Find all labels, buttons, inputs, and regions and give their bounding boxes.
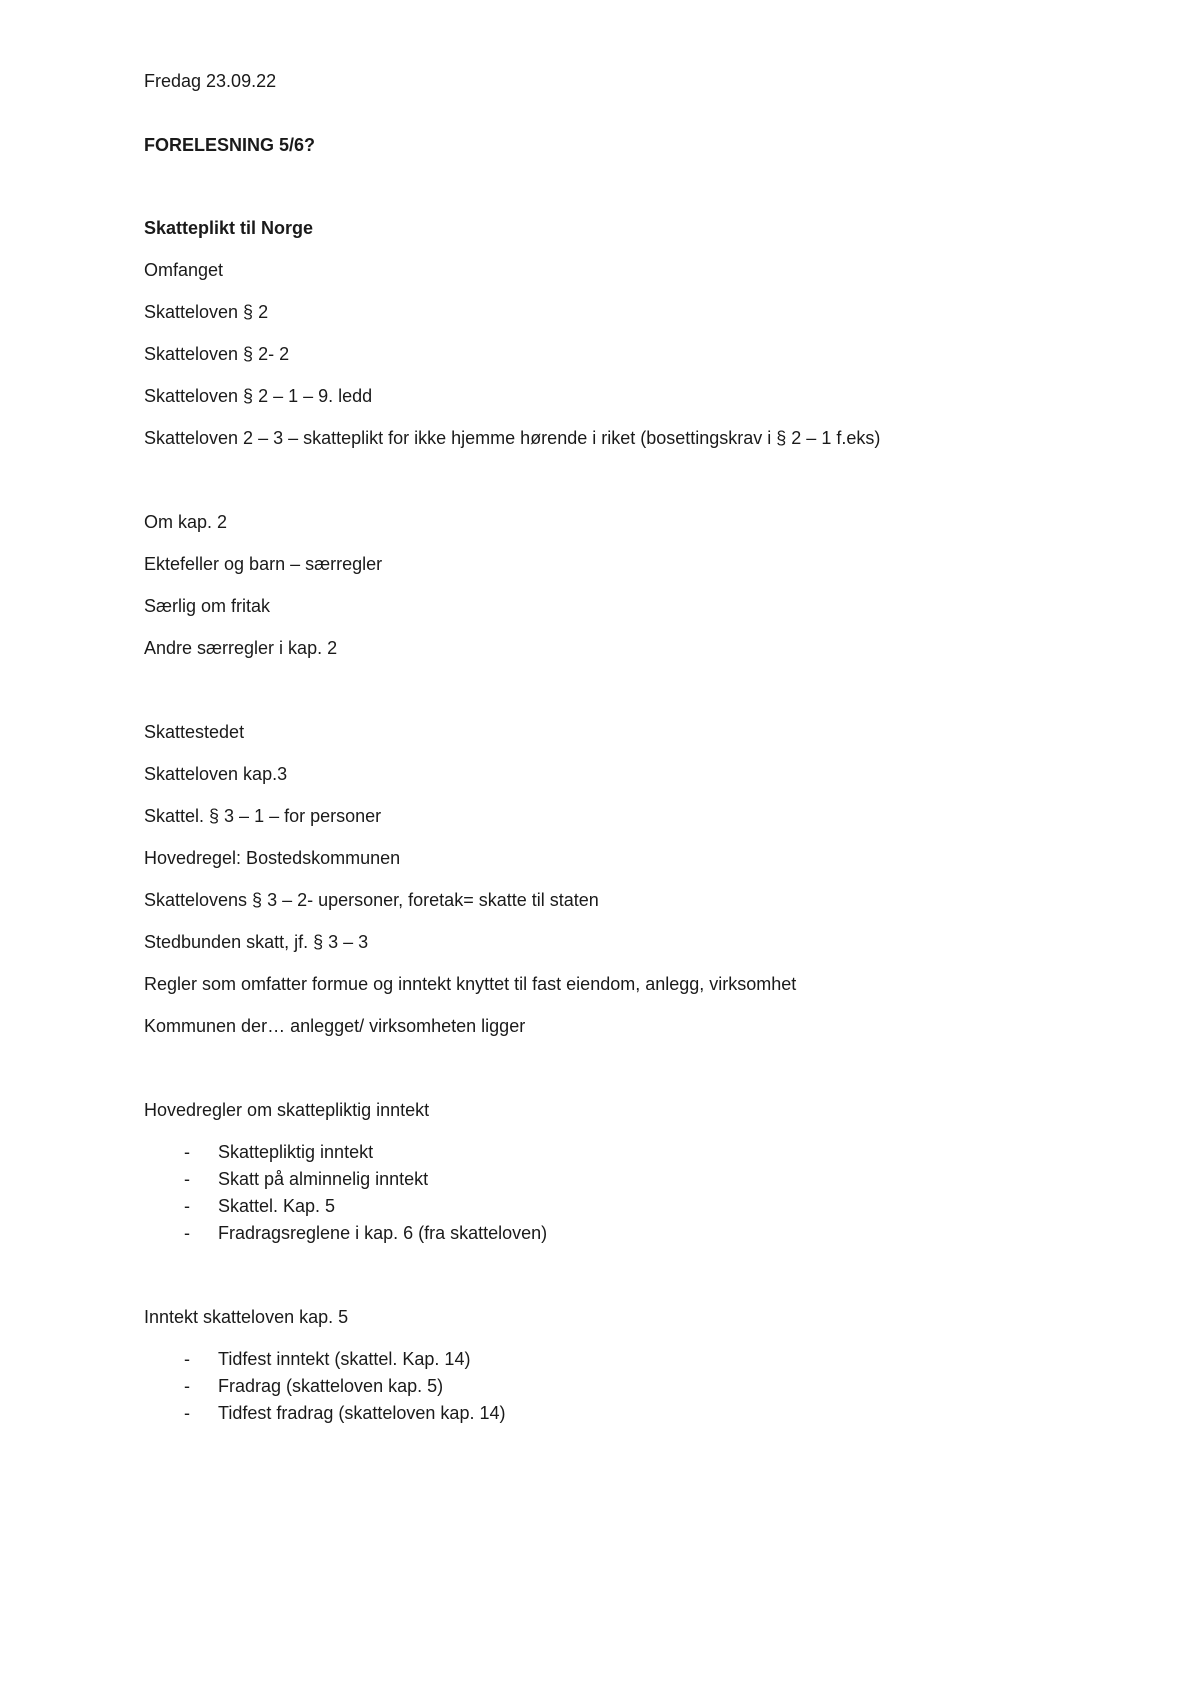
list-item-text: Tidfest fradrag (skatteloven kap. 14): [218, 1403, 506, 1423]
text-line: Skatteloven § 2 – 1 – 9. ledd: [144, 386, 373, 406]
text-line: Stedbunden skatt, jf. § 3 – 3: [144, 932, 369, 952]
bullet-marker: -: [184, 1169, 190, 1189]
text-line: Omfanget: [144, 260, 224, 280]
text-line: Skattestedet: [144, 722, 245, 742]
lecture-heading: FORELESNING 5/6?: [144, 135, 316, 155]
bullet-marker: -: [184, 1142, 190, 1162]
list-item-text: Fradragsreglene i kap. 6 (fra skatteloven): [218, 1223, 548, 1243]
text-line: Ektefeller og barn – særregler: [144, 554, 383, 574]
section-title-inntekt: Inntekt skatteloven kap. 5: [144, 1307, 349, 1327]
bullet-marker: -: [184, 1349, 190, 1369]
text-line: Skatteloven § 2: [144, 302, 269, 322]
text-line: Om kap. 2: [144, 512, 228, 532]
bullet-marker: -: [184, 1403, 190, 1423]
text-line: Hovedregel: Bostedskommunen: [144, 848, 401, 868]
list-item-text: Tidfest inntekt (skattel. Kap. 14): [218, 1349, 471, 1369]
text-line: Skatteloven § 2- 2: [144, 344, 290, 364]
bullet-marker: -: [184, 1223, 190, 1243]
text-line: Særlig om fritak: [144, 596, 271, 616]
text-line: Skattelovens § 3 – 2- upersoner, foretak= skatte til staten: [144, 890, 599, 910]
text-line: Skattel. § 3 – 1 – for personer: [144, 806, 382, 826]
list-item-text: Skattepliktig inntekt: [218, 1142, 374, 1162]
bullet-marker: -: [184, 1376, 190, 1396]
section-title-hovedregler: Hovedregler om skattepliktig inntekt: [144, 1100, 430, 1120]
list-item-text: Skatt på alminnelig inntekt: [218, 1169, 429, 1189]
list-item-text: Skattel. Kap. 5: [218, 1196, 336, 1216]
text-line: Regler som omfatter formue og inntekt knyttet til fast eiendom, anlegg, virksomhet: [144, 974, 797, 994]
bullet-marker: -: [184, 1196, 190, 1216]
text-line: Andre særregler i kap. 2: [144, 638, 338, 658]
text-line: Skatteloven 2 – 3 – skatteplikt for ikke hjemme hørende i riket (bosettingskrav i § 2 – 1 f.eks): [144, 428, 881, 448]
date-line: Fredag 23.09.22: [144, 71, 277, 91]
list-item-text: Fradrag (skatteloven kap. 5): [218, 1376, 444, 1396]
text-line: Kommunen der… anlegget/ virksomheten ligger: [144, 1016, 526, 1036]
text-line: Skatteloven kap.3: [144, 764, 288, 784]
section-title-skatteplikt: Skatteplikt til Norge: [144, 218, 314, 238]
